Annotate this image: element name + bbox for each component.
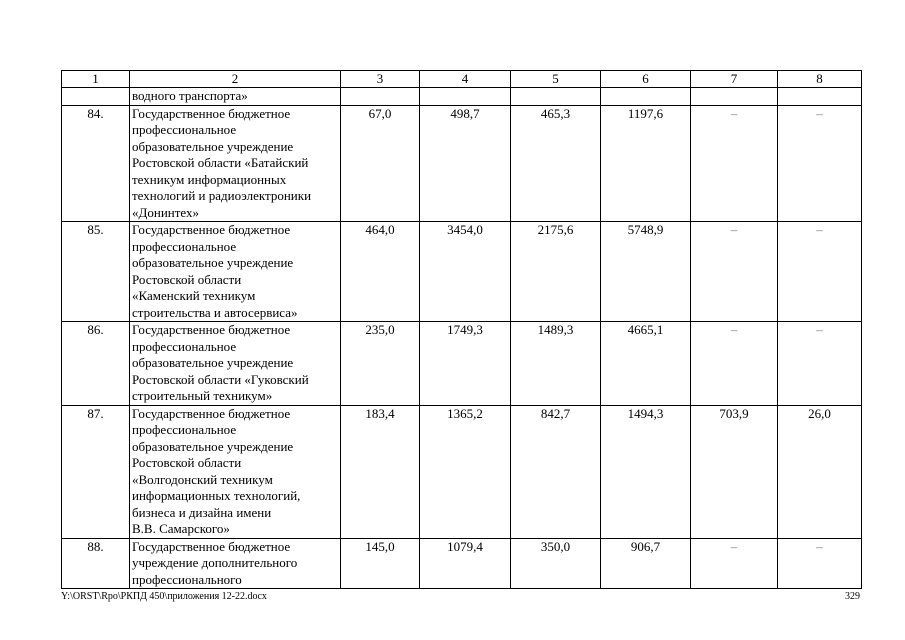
value-col-5: 842,7 xyxy=(511,405,601,538)
row-number: 85. xyxy=(62,222,130,322)
value-col-3: 67,0 xyxy=(341,105,420,222)
value-col-6: 4665,1 xyxy=(601,322,691,406)
institution-name: Государственное бюджетное учреждение дополнительного профессионального xyxy=(130,538,341,589)
column-header: 1 xyxy=(62,71,130,88)
value-col-6: 1494,3 xyxy=(601,405,691,538)
value-col-4: 1749,3 xyxy=(420,322,511,406)
value-col-8: – xyxy=(778,222,862,322)
table-row xyxy=(62,105,862,222)
column-header: 8 xyxy=(778,71,862,88)
column-header: 7 xyxy=(691,71,778,88)
value-col-3: 464,0 xyxy=(341,222,420,322)
table-row xyxy=(62,322,862,406)
value-col-7: 703,9 xyxy=(691,405,778,538)
table-row xyxy=(62,405,862,538)
value-col-8: – xyxy=(778,322,862,406)
column-header: 2 xyxy=(130,71,341,88)
value-col-4: 3454,0 xyxy=(420,222,511,322)
value-col-4: 1365,2 xyxy=(420,405,511,538)
continuation-row xyxy=(62,88,862,106)
row-number: 88. xyxy=(62,538,130,589)
value-col-5: 465,3 xyxy=(511,105,601,222)
value-col-5: 1489,3 xyxy=(511,322,601,406)
value-col-8: – xyxy=(778,105,862,222)
value-col-3: 183,4 xyxy=(341,405,420,538)
value-col-6: 5748,9 xyxy=(601,222,691,322)
institution-name: Государственное бюджетное профессиональное образовательное учреждение Ростовской области «Батайский техникум информационных технологий и радиоэлектроники «Донинтех» xyxy=(130,105,341,222)
institution-name: Государственное бюджетное профессиональное образовательное учреждение Ростовской области «Гуковский строительный техникум» xyxy=(130,322,341,406)
budget-table xyxy=(61,70,862,589)
header-row xyxy=(62,71,862,88)
value-col-7: – xyxy=(691,322,778,406)
value-col-5: 350,0 xyxy=(511,538,601,589)
footer-file-path: Y:\ORST\Rpo\РКПД 450\приложения 12-22.docx xyxy=(61,591,267,602)
value-col-8: 26,0 xyxy=(778,405,862,538)
table-row xyxy=(62,538,862,589)
institution-name: Государственное бюджетное профессиональное образовательное учреждение Ростовской области «Каменский техникум строительства и автосервиса» xyxy=(130,222,341,322)
value-col-3: 235,0 xyxy=(341,322,420,406)
column-header: 5 xyxy=(511,71,601,88)
value-col-4: 1079,4 xyxy=(420,538,511,589)
value-col-7: – xyxy=(691,222,778,322)
column-header: 3 xyxy=(341,71,420,88)
value-col-4: 498,7 xyxy=(420,105,511,222)
row-number: 87. xyxy=(62,405,130,538)
column-header: 4 xyxy=(420,71,511,88)
value-col-7: – xyxy=(691,105,778,222)
continuation-text: водного транспорта» xyxy=(130,88,341,106)
value-col-5: 2175,6 xyxy=(511,222,601,322)
value-col-7: – xyxy=(691,538,778,589)
row-number: 84. xyxy=(62,105,130,222)
value-col-3: 145,0 xyxy=(341,538,420,589)
value-col-6: 906,7 xyxy=(601,538,691,589)
page-number: 329 xyxy=(845,591,860,602)
table-row xyxy=(62,222,862,322)
value-col-8: – xyxy=(778,538,862,589)
row-number: 86. xyxy=(62,322,130,406)
value-col-6: 1197,6 xyxy=(601,105,691,222)
institution-name: Государственное бюджетное профессиональное образовательное учреждение Ростовской области «Волгодонский техникум информационных технологий, бизнеса и дизайна имени В.В. Самарского» xyxy=(130,405,341,538)
column-header: 6 xyxy=(601,71,691,88)
